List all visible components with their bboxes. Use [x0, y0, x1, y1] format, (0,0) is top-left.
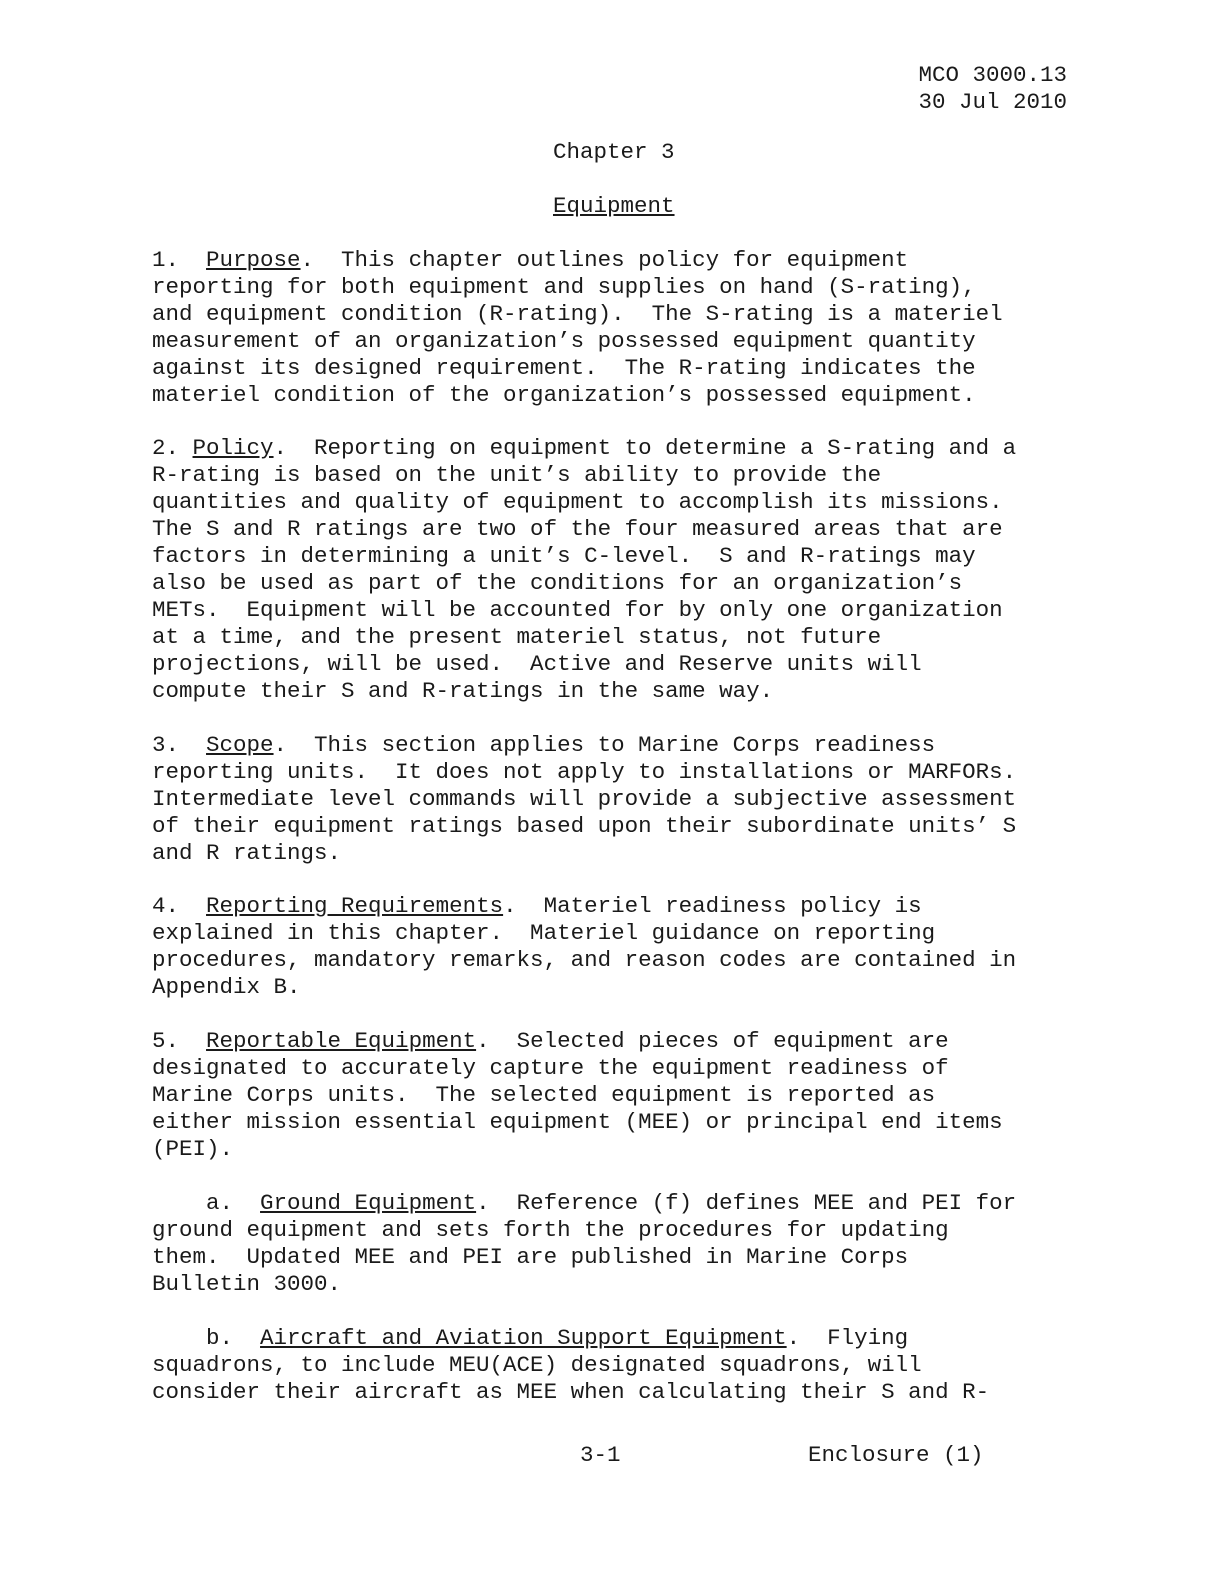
paragraph-heading: Ground Equipment	[260, 1190, 477, 1216]
paragraph-policy	[152, 435, 1082, 705]
paragraph-text: . Reporting on equipment to determine a S-rating and a R-rating is based on the unit’s ability to provide the quantities and quality of equipment to accomplish its missions. The S and R ratings are two of the four measured areas that are factors in determining a unit’s C-level. S and R-ratings may also be used as part of the conditions for an organization’s METs. Equipment will be accounted for by only one organization at a time, and the present materiel status, not future projections, will be used. Active and Reserve units will compute their S and R-ratings in the same way.	[152, 435, 1017, 704]
paragraph-number: 4.	[152, 893, 180, 919]
paragraph-heading: Policy	[192, 435, 274, 461]
subparagraph-ground-equipment	[152, 1190, 1082, 1298]
paragraph-text: . This chapter outlines policy for equipment reporting for both equipment and supplies on hand (S-rating), and equipment condition (R-rating). The S-rating is a materiel measurement of an organization’s possessed equipment quantity against its designed requirement. The R-rating indicates the materiel condition of the organization’s possessed equipment.	[152, 247, 1003, 408]
paragraph-heading: Reporting Requirements	[206, 893, 504, 919]
paragraph-number: 5.	[152, 1028, 180, 1054]
paragraph-purpose	[152, 247, 1082, 409]
paragraph-text: . This section applies to Marine Corps readiness reporting units. It does not apply to installations or MARFORs. Intermediate level commands will provide a subjective assessment of their equipment ratings based upon their subordinate units’ S and R ratings.	[152, 732, 1017, 866]
order-number: MCO 3000.13	[918, 62, 1067, 88]
paragraph-text: . Selected pieces of equipment are designated to accurately capture the equipment readiness of Marine Corps units. The selected equipment is reported as either mission essential equipment (MEE) or principal end items (PEI).	[152, 1028, 1003, 1162]
paragraph-reportable-equipment	[152, 1028, 1082, 1163]
order-date: 30 Jul 2010	[918, 89, 1067, 115]
paragraph-scope	[152, 732, 1082, 867]
paragraph-number: 1.	[152, 247, 180, 273]
paragraph-heading: Purpose	[206, 247, 301, 273]
paragraph-reporting-requirements	[152, 893, 1082, 1001]
paragraph-heading: Aircraft and Aviation Support Equipment	[260, 1325, 787, 1351]
chapter-title: Chapter 3	[553, 139, 675, 165]
paragraph-number: a.	[206, 1190, 234, 1216]
paragraph-heading: Scope	[206, 732, 274, 758]
paragraph-number: 2.	[152, 435, 180, 461]
paragraph-text: . Flying squadrons, to include MEU(ACE) designated squadrons, will consider their aircraft as MEE when calculating their S and R-	[152, 1325, 990, 1405]
paragraph-number: b.	[206, 1325, 234, 1351]
subparagraph-aircraft-equipment	[152, 1325, 1082, 1406]
document-header	[918, 62, 1067, 116]
page-number: 3-1	[580, 1442, 621, 1468]
paragraph-text: . Materiel readiness policy is explained in this chapter. Materiel guidance on reporting procedures, mandatory remarks, and reason codes are contained in Appendix B.	[152, 893, 1017, 1000]
chapter-subject: Equipment	[553, 193, 675, 219]
paragraph-text: . Reference (f) defines MEE and PEI for ground equipment and sets forth the procedures for updating them. Updated MEE and PEI are published in Marine Corps Bulletin 3000.	[152, 1190, 1017, 1297]
enclosure-label: Enclosure (1)	[808, 1442, 984, 1468]
paragraph-heading: Reportable Equipment	[206, 1028, 477, 1054]
paragraph-number: 3.	[152, 732, 180, 758]
